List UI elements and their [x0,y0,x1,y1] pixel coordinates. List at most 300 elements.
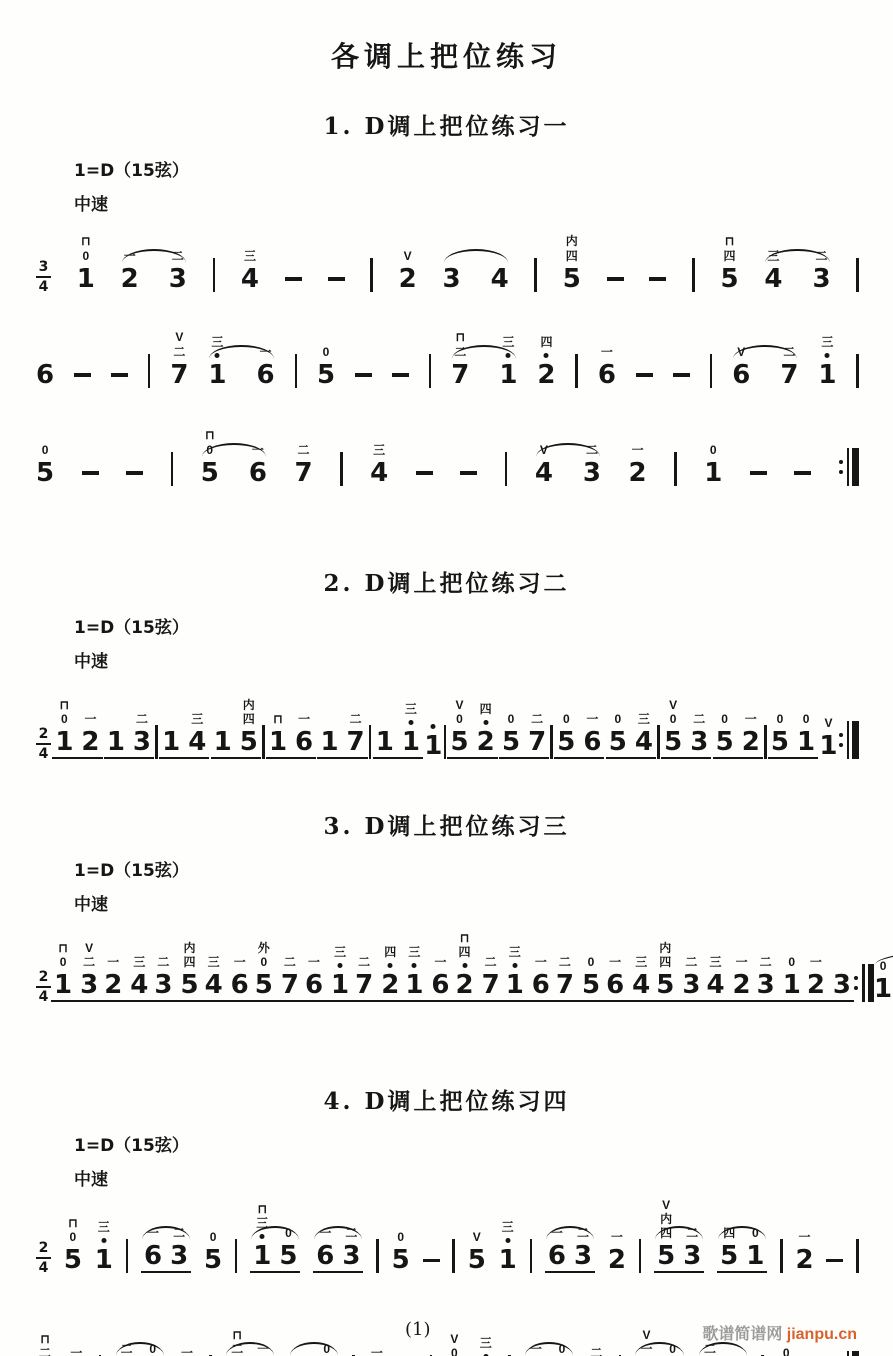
note-marks [81,235,90,262]
note-marks [459,932,471,959]
barline [674,452,677,486]
open-string-mark: 0 [802,711,810,726]
beamed-note-group [151,940,201,1002]
octave-dot [101,1238,106,1243]
barline [429,354,432,388]
up-bow-mark: V [403,248,412,263]
finger-2-mark: 二 [135,711,148,726]
note-marks [184,942,196,969]
beamed-note-group [352,944,402,1002]
time-signature-denominator: 4 [38,745,49,762]
note [94,1219,113,1276]
up-bow-mark: V [472,1229,481,1244]
finger-1-mark: 一 [798,1229,811,1244]
note-marks [397,1231,404,1244]
note [606,954,625,1000]
note [534,442,553,488]
finger-2-mark: 二 [577,1225,590,1240]
note [280,954,299,1000]
finger-1-mark: 一 [735,954,748,969]
finger-3-mark: 三 [373,442,386,457]
note-digit: 7 [280,969,299,1000]
note-digit: 6 [144,1241,163,1272]
note-digit: 1 [782,969,801,1000]
open-string-mark: 0 [788,954,796,969]
finger-2-mark: 二 [345,1225,358,1240]
tempo-marking: 中速 [74,1170,108,1191]
note-marks [173,331,185,358]
note-digit: 7 [355,969,374,1000]
finger-3-mark: 三 [479,1335,492,1350]
note-marks [133,956,145,969]
section-heading: 1. D调上把位练习一 [323,112,570,140]
beamed-note-group [553,954,603,1002]
note-digit: 4 [370,457,389,488]
open-string-mark: 0 [451,1345,458,1356]
note-digit: 1 [819,730,838,761]
note [54,940,73,1000]
note-marks [84,713,96,726]
note [597,344,616,390]
note-digit: 2 [806,969,825,1000]
note-marks [724,235,736,262]
thin-barline [847,1351,850,1356]
tempo-marking: 中速 [74,894,108,915]
note-digit: 2 [795,1245,814,1276]
duration-dash [111,373,128,377]
note-marks [124,250,136,263]
note [36,442,55,488]
note-digit: 7 [780,359,799,390]
note [690,711,709,757]
note-marks [260,346,272,359]
note [342,1225,361,1272]
key-signature: 1=D（15弦） [74,860,189,881]
duration-dash [423,1259,440,1263]
note [104,954,123,1000]
finger-2-mark: 二 [585,442,598,457]
note-marks [450,1333,458,1356]
finger-3-mark: 三 [207,954,220,969]
finger-3-mark: 三 [256,1215,269,1230]
note [320,726,339,757]
open-string-mark: 0 [322,344,330,359]
note-marks [107,956,119,969]
finger-4-mark: 四 [723,248,736,263]
finger-2-mark: 二 [783,344,796,359]
section-heading: 4. D调上把位练习四 [323,1087,570,1115]
slur-group [534,442,601,488]
beamed-note-group [302,944,352,1002]
open-string-mark: 0 [751,1225,759,1240]
duration-dash [607,277,624,281]
note [499,334,518,390]
barline [856,354,859,388]
note-digit: 7 [555,969,574,1000]
down-bow-mark: ⊓ [68,1215,78,1230]
note-digit: 2 [732,969,751,1000]
note [188,711,207,757]
note [490,263,509,294]
down-bow-mark: ⊓ [232,1327,242,1342]
note [268,711,288,757]
note-digit: 2 [120,263,139,294]
note [120,248,139,294]
open-string-mark: 0 [285,1225,292,1240]
note-marks [788,956,795,969]
note-marks [609,956,621,969]
finger-1-mark: 一 [123,248,136,263]
open-string-mark: 0 [82,248,90,263]
note [331,944,350,1000]
note-marks [405,703,417,716]
beamed-note-group [606,711,656,759]
exercise-section [0,570,893,765]
note [634,711,653,757]
finger-3-mark: 三 [408,944,421,959]
finger-2-mark: 二 [39,1345,52,1356]
music-line [36,406,859,492]
note-marks [345,1227,357,1240]
note [213,726,232,757]
time-signature-numerator: 2 [38,968,49,985]
open-string-mark: 0 [456,711,463,726]
note-digit: 5 [720,263,739,294]
beamed-note-group [52,697,102,759]
beamed-note-group [754,954,804,1002]
inner-string-mark: 内 [565,234,578,249]
thick-barline [852,448,859,486]
note-marks [502,336,514,349]
note-digit: 7 [451,359,470,390]
beamed-note-group [250,1201,300,1273]
note-digit: 6 [531,969,550,1000]
note [256,344,275,390]
note-marks [256,1203,268,1230]
finger-3-mark: 三 [635,954,648,969]
note [528,711,547,757]
note-marks [559,1343,566,1356]
note-marks [384,946,396,959]
finger-3-mark: 三 [821,334,834,349]
note-digit: 5 [239,726,258,757]
thick-barline [852,1351,859,1356]
note [254,940,273,1000]
note-marks [334,946,346,959]
note-marks [181,1347,193,1356]
barline [856,258,859,292]
note [55,697,74,757]
finger-3-mark: 三 [502,334,515,349]
note-marks [632,444,644,457]
beamed-note-group [713,711,763,759]
note-digit: 4 [204,969,223,1000]
note [346,711,365,757]
duration-dash [416,471,433,475]
note-digit: 5 [720,1241,739,1272]
note [170,1225,189,1272]
octave-dot [483,720,488,725]
note-marks [172,250,184,263]
note-marks [191,713,203,726]
beamed-note-group [141,1225,191,1273]
barline [369,725,372,759]
barline [505,452,508,486]
note [398,248,417,294]
note-marks [540,336,552,349]
repeat-end-barline [839,721,859,759]
note-digit: 1 [213,726,232,757]
finger-3-mark: 三 [191,711,204,726]
note-digit: 4 [764,263,783,294]
finger-3-mark: 三 [508,944,521,959]
note-marks [371,1347,383,1356]
note-marks [205,429,214,456]
note-marks [590,1347,602,1356]
time-signature-denominator: 4 [38,1260,49,1277]
note-digit: 1 [253,1241,272,1272]
note-marks [635,956,647,969]
note-digit: 1 [208,359,227,390]
repeat-dots [839,733,843,747]
note [715,711,734,757]
note [720,234,739,294]
slur-arc [444,249,508,263]
note-marks [358,956,370,969]
watermark-site-name: 歌谱简谱网 [702,1326,787,1343]
note-marks [308,956,320,969]
duration-dash [649,277,666,281]
note-marks [659,942,671,969]
beamed-note-group [159,711,209,759]
barline [534,258,537,292]
note [498,1219,517,1276]
note [76,234,95,294]
note-marks [508,713,515,726]
finger-1-mark: 一 [631,442,644,457]
note [664,697,683,757]
music-line [36,216,859,298]
open-string-mark: 0 [209,1229,217,1244]
note [451,330,470,390]
duration-dash [673,373,690,377]
beamed-note-group [703,954,753,1002]
note [819,715,838,761]
note-digit: 5 [656,969,675,1000]
outer-string-mark: 外 [257,940,270,955]
note-digit: 1 [320,726,339,757]
note-digit: 3 [442,263,461,294]
up-bow-mark: V [824,715,833,730]
open-string-mark: 0 [41,442,49,457]
slur-arc [290,1342,338,1356]
finger-2-mark: 二 [693,711,706,726]
time-signature-numerator: 2 [38,1240,49,1257]
octave-dot [462,963,467,968]
note-marks [231,1329,243,1356]
note-digit: 2 [381,969,400,1000]
beamed-note-group [101,954,151,1002]
music-line [36,312,859,394]
note-digit: 6 [295,726,314,757]
finger-1-mark: 一 [809,954,822,969]
note [200,428,219,488]
finger-2-mark: 二 [173,1225,186,1240]
finger-4-mark: 四 [479,701,492,716]
note-digit: 6 [248,457,267,488]
note-digit: 3 [812,263,831,294]
finger-1-mark: 一 [600,344,613,359]
finger-1-mark: 一 [84,711,97,726]
note-digit: 5 [608,726,627,757]
time-signature [36,1241,51,1275]
repeat-end-barline [839,448,859,486]
note-marks [783,1347,790,1356]
finger-1-mark: 一 [744,711,757,726]
finger-3-mark: 三 [97,1219,110,1234]
note [304,954,324,1000]
finger-2-mark: 二 [120,1341,133,1356]
beamed-note-group [768,711,818,759]
finger-2-mark: 二 [815,248,828,263]
note-marks [710,444,717,457]
down-bow-mark: ⊓ [81,234,91,249]
note-digit: 1 [499,359,518,390]
up-bow-mark: V [175,330,184,345]
beamed-note-group [653,940,703,1002]
note-digit: 5 [200,457,219,488]
note [180,940,199,1000]
note-digit: 5 [254,969,273,1000]
note-digit: 5 [36,457,55,488]
finger-2-mark: 二 [531,711,544,726]
up-bow-mark: V [662,1197,671,1212]
octave-dot [260,1234,265,1239]
note-marks [614,713,621,726]
octave-dot [512,963,517,968]
beamed-note-group [252,940,302,1002]
note [295,711,314,757]
note [253,1201,272,1272]
note-marks [243,699,255,726]
note-digit: 2 [398,263,417,294]
note [63,1215,82,1276]
note-marks [509,946,521,959]
finger-1-mark: 一 [251,442,264,457]
repeat-end-barline [854,964,874,1002]
note [682,954,701,1000]
note [583,711,602,757]
note-digit: 5 [715,726,734,757]
note [130,954,149,1000]
slur-group [451,330,518,390]
note-marks [767,250,779,263]
slur-group [442,263,509,294]
note-marks [815,250,827,263]
note-marks [83,942,95,969]
note-marks [121,1343,133,1356]
note-marks [173,1227,185,1240]
note-digit: 1 [498,1245,517,1276]
note-digit: 1 [54,969,73,1000]
note-marks [745,713,757,726]
down-bow-mark: ⊓ [455,330,466,345]
barline [370,258,373,292]
note-digit: 4 [130,969,149,1000]
note [481,954,500,1000]
note [170,330,189,390]
note [80,940,99,1000]
note-marks [611,1231,623,1244]
down-bow-mark: ⊓ [257,1201,267,1216]
note-marks [323,346,330,359]
barline [575,354,578,388]
note [537,334,556,390]
note [240,248,259,294]
note [607,1229,626,1276]
note [248,442,267,488]
note-marks [454,331,466,358]
note [628,442,647,488]
note [381,944,400,1000]
barline [155,725,158,759]
note [780,344,799,390]
note-marks [563,713,570,726]
note-marks [323,1343,330,1356]
note-digit: 7 [170,359,189,390]
note-marks [473,1231,481,1244]
duration-dash [460,471,477,475]
finger-1-mark: 一 [550,1225,563,1240]
barline [235,1239,238,1273]
note-digit: 1 [375,726,394,757]
open-string-mark: 0 [59,954,67,969]
note-marks [210,1231,217,1244]
note [732,954,751,1000]
note-digit: 3 [170,1241,189,1272]
note-marks [723,1227,735,1240]
finger-1-mark: 一 [147,1225,160,1240]
note-marks [783,346,795,359]
note [656,940,675,1000]
duration-dash [82,471,99,475]
note-marks [485,956,497,969]
note-digit: 6 [304,969,324,1000]
note [732,344,751,390]
beamed-note-group [402,944,452,1002]
note-digit: 1 [797,726,816,757]
thick-barline [852,721,859,759]
note [874,958,893,1004]
octave-dot [431,724,436,729]
note-marks [531,713,543,726]
note-digit: 6 [256,359,275,390]
section-heading: 2. D调上把位练习二 [323,569,570,597]
finger-3-mark: 三 [243,248,256,263]
note-digit: 1 [424,730,443,761]
note-digit: 3 [342,1241,361,1272]
finger-1-mark: 一 [257,1341,270,1356]
note-marks [480,1337,492,1350]
note-marks [737,346,745,359]
note [401,701,420,757]
note-digit: 3 [582,457,601,488]
note-digit: 3 [690,726,709,757]
note [144,1225,163,1272]
barline [262,725,265,759]
note [316,344,336,390]
finger-1-mark: 一 [181,1345,194,1356]
